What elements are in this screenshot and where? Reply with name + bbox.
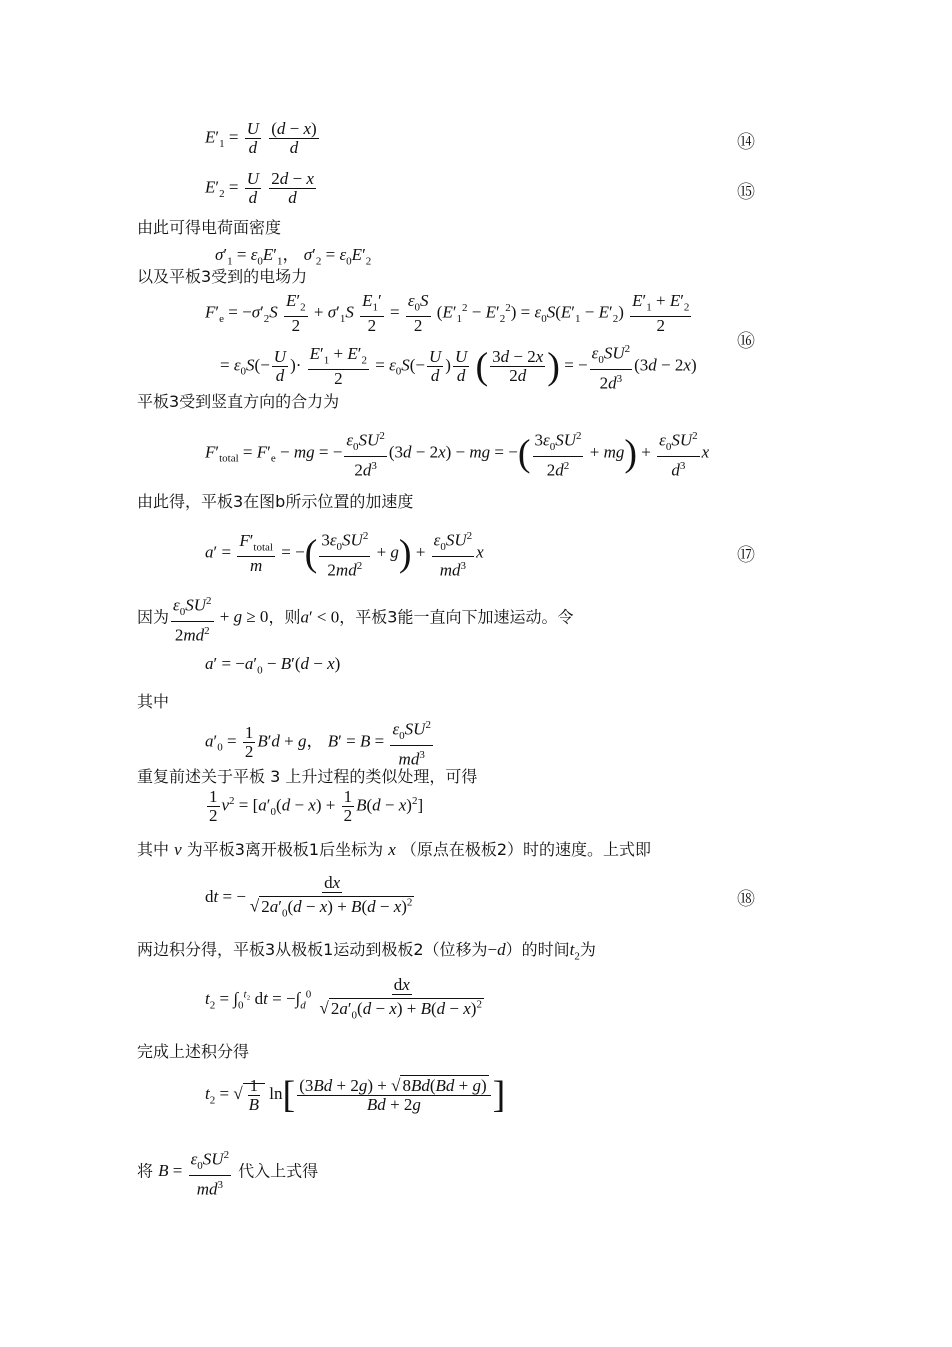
equation-16-line1: $F'_e = -\sigma'_2S$ $\frac{E'_2}{2}$ + $\sigma'_1S$ $\frac{E_1'}{2}$ = $\frac{\varepsilon_0S}{2}$ $(E'_1^2 - E'_2^2) = \varepsilon_0S(E'_1 - E'_2)$ $\frac{E'_1 + E'_2}{2}$ <box>205 291 690 336</box>
text-integrate: 两边积分得，平板3从极板1运动到极板2（位移为−d）的时间$t_2$为 <box>137 940 596 963</box>
eq-number-17: ⑰ <box>737 545 755 566</box>
equation-total-force: $F'_{total} = F'_e$ − mg = − $\frac{\varepsilon_0SU^2}{2d^3}$ (3d − 2x) − mg = −( $\frac{3\varepsilon_0SU^2}{2d^2}$ + mg) + $\frac{\varepsilon_0SU^2}{d^3}$ x <box>205 427 709 480</box>
equation-sigma: $\sigma'_1 = \varepsilon_0E'_1$， $\sigma'_2 = \varepsilon_0E'_2$ <box>215 245 372 268</box>
text-substitute-prefix: 将 <box>137 1161 154 1181</box>
equation-17: a′ = $\frac{F'_{total}}{m}$ = −( $\frac{3\varepsilon_0SU^2}{2md^2}$ + g) + $\frac{\varepsilon_0SU^2}{md^3}$ x <box>205 527 484 580</box>
text-acceleration: 由此得，平板3在图b所示位置的加速度 <box>137 492 414 511</box>
text-plate-leaves: 为平板3离开极板1后坐标为 <box>186 840 384 859</box>
equation-velocity: $\frac{1}{2}$ $v^2 = [a'_0(d - x)$ + $\frac{1}{2}$ $B(d - x)^2$] <box>209 787 424 825</box>
eq-number-15: ⑮ <box>737 182 755 203</box>
equation-15: $E'_2$ = $\frac{U}{d}$ $\frac{2d - x}{d}$ <box>205 169 314 207</box>
text-origin-note: （原点在极板2）时的速度。上式即 <box>400 840 652 859</box>
equation-16-line2: = $\varepsilon_0S(-$ $\frac{U}{d}$ )· $\frac{E'_1 + E'_2}{2}$ = $\varepsilon_0S(-$ $\frac{U}{d}$ ) $\frac{U}{d}$ ( $\frac{3d - 2x}{2d}$ ) = − $\frac{\varepsilon_0SU^2}{2d^3}$ (3d − 2x) <box>220 340 697 393</box>
text-substitute-suffix: 代入上式得 <box>238 1161 319 1181</box>
text-because-prefix: 因为 <box>137 607 170 627</box>
text-time: ）的时间 <box>505 940 570 959</box>
text-charge-density: 由此可得电荷面密度 <box>137 218 282 237</box>
text-is: 为 <box>579 940 596 959</box>
text-integrate-prefix: 两边积分得，平板3从极板1运动到极板2（位移为 <box>137 940 488 959</box>
equation-t2-integral: $t_2 = \int_0^{t_2}$ dt = $-\int_d^0$ $\frac{dx}{√ 2a'_0(d - x) + B(d - x)^2}$ <box>205 975 482 1022</box>
text-where: 其中 <box>137 692 170 711</box>
text-substitute: 将 B = $\frac{\varepsilon_0SU^2}{md^3}$ 代入上式得 <box>137 1146 318 1199</box>
text-repeat: 重复前述关于平板 3 上升过程的类似处理，可得 <box>137 767 478 786</box>
eq-number-14: ⑭ <box>737 132 755 153</box>
eq-number-16: ⑯ <box>737 331 755 352</box>
text-because: 因为 $\frac{\varepsilon_0SU^2}{2md^2}$ + g ≥ 0，则a′ < 0，平板3能一直向下加速运动。令 <box>137 592 573 645</box>
equation-a-prime: $a' = -a'_0 - B'(d - x)$ <box>205 654 341 677</box>
text-electric-force: 以及平板3受到的电场力 <box>137 267 308 286</box>
equation-a0-B: $a'_0$ = $\frac{1}{2}$ B′d + g， B′ = B = $\frac{\varepsilon_0SU^2}{md^3}$ <box>205 716 435 769</box>
text-where-v-prefix: 其中 <box>137 840 170 859</box>
text-where-v: 其中 v 为平板3离开极板1后坐标为 x （原点在极板2）时的速度。上式即 <box>137 840 652 859</box>
equation-18: dt = − $\frac{dx}{√ 2a'_0(d - x) + B(d - x)^2}$ <box>205 873 413 920</box>
text-net-force: 平板3受到竖直方向的合力为 <box>137 392 340 411</box>
text-complete: 完成上述积分得 <box>137 1042 250 1061</box>
eq-number-18: ⑱ <box>737 889 755 910</box>
equation-t2-result: $t_2$ = √ $\frac{1}{B}$ ln[ $\frac{(3Bd + 2g) + √ 8Bd(Bd + g)}{Bd + 2g}$ ] <box>205 1074 506 1116</box>
equation-14: $E'_1$ = $\frac{U}{d}$ $\frac{(d - x)}{d}$ <box>205 119 317 157</box>
text-then: ，则 <box>268 607 301 627</box>
text-accelerate-down: ，平板3能一直向下加速运动。令 <box>339 607 574 627</box>
